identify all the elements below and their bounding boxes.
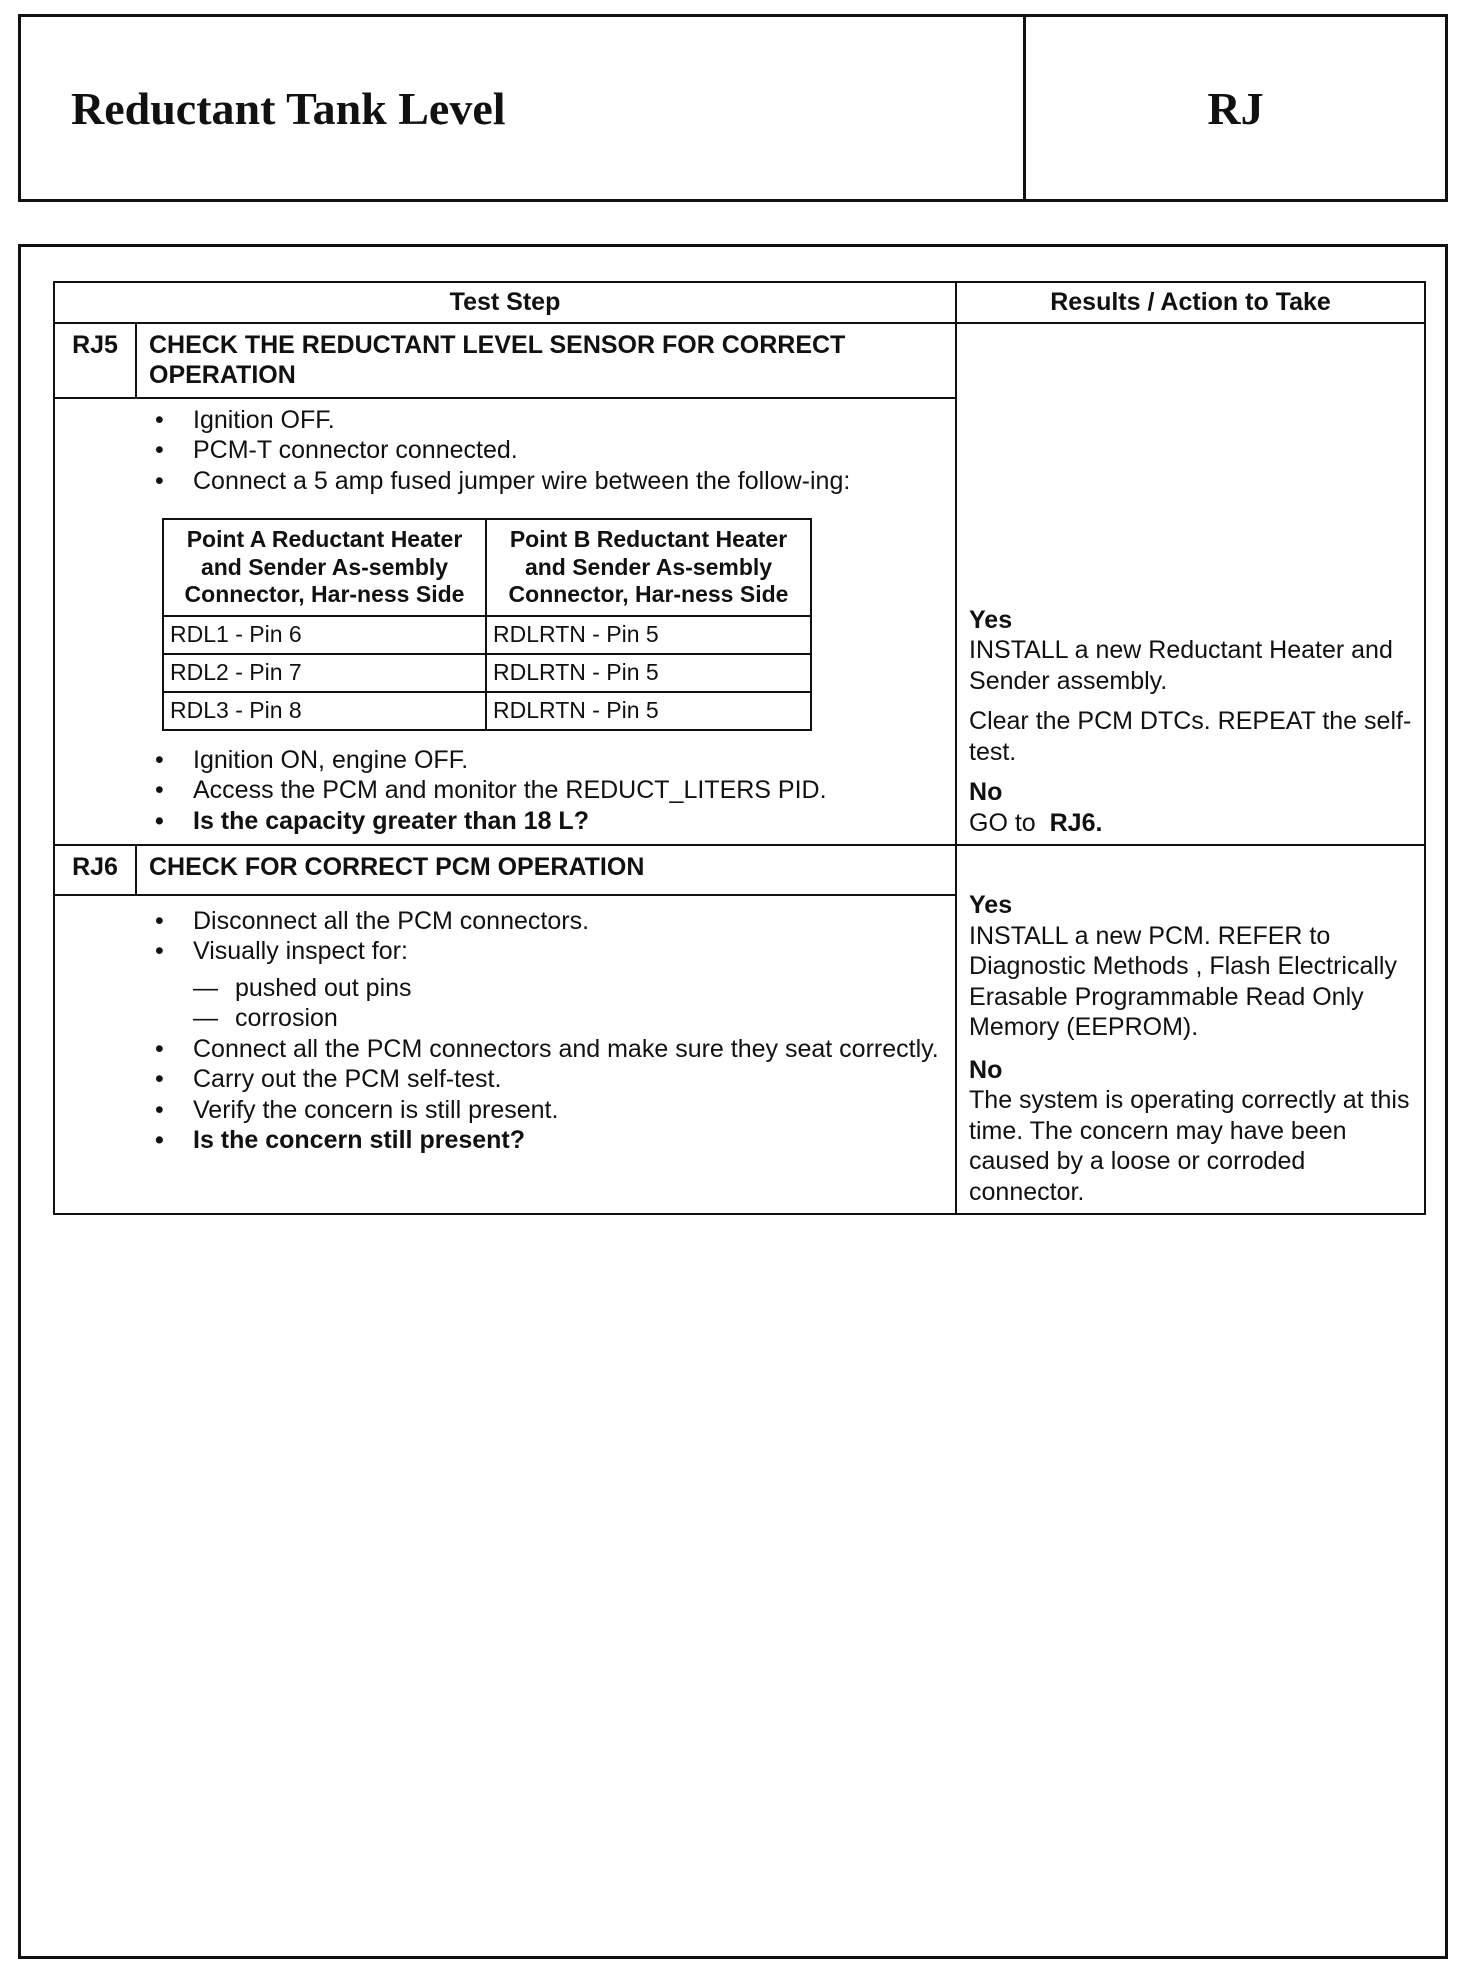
rj6-step-title: CHECK FOR CORRECT PCM OPERATION [136, 845, 956, 894]
rj6-yes-text: INSTALL a new PCM. REFER to Diagnostic Methods , Flash Electrically Erasable Programmable Read Only Memory (EEPROM). [969, 921, 1397, 1042]
list-item-text: Visually inspect for: [193, 937, 408, 966]
rj5-yes-label: Yes [969, 605, 1013, 634]
table-row [163, 616, 811, 654]
rj5-no-label: No [969, 778, 1003, 807]
rj5-result [956, 323, 1425, 846]
list-item: • Connect all the PCM connectors and make sure they seat correctly. [193, 1034, 945, 1065]
list-item: • Access the PCM and monitor the REDUCT_LITERS PID. [193, 775, 945, 806]
pin-table-header [163, 519, 811, 616]
list-item: • Is the capacity greater than 18 L? [193, 806, 945, 837]
table-header-row [54, 282, 1425, 323]
table-row [163, 692, 811, 730]
rj6-title-row [54, 845, 1425, 894]
rj5-title-row [54, 323, 1425, 398]
list-item: • Verify the concern is still present. [193, 1095, 945, 1126]
list-item: — corrosion [193, 1004, 338, 1033]
list-item: • Connect a 5 amp fused jumper wire between the follow-ing: [193, 466, 945, 497]
rj5-steps-after [55, 745, 945, 837]
rj5-no-ref[interactable]: RJ6. [1049, 808, 1103, 837]
list-item: • Ignition OFF. [193, 405, 945, 436]
pin-a-cell: RDL2 - Pin 7 [163, 654, 486, 692]
list-item [193, 936, 945, 1034]
rj6-result [956, 845, 1425, 1214]
table-row [163, 654, 811, 692]
rj6-no-text: The system is operating correctly at this time. The concern may have been caused by a loose or corroded connector. [969, 1086, 1410, 1206]
rj5-no-line [969, 808, 1416, 839]
rj5-yes-text: INSTALL a new Reductant Heater and Sender assembly. [969, 636, 1393, 695]
pin-b-cell: RDLRTN - Pin 5 [486, 692, 811, 730]
list-item: • Is the concern still present? [193, 1125, 945, 1156]
page-title: Reductant Tank Level [21, 17, 1026, 199]
rj6-steps-list [55, 906, 945, 1156]
pin-b-cell: RDLRTN - Pin 5 [486, 616, 811, 654]
list-item: • PCM-T connector connected. [193, 435, 945, 466]
rj6-step-id: RJ6 [54, 845, 136, 894]
point-b-header: Point B Reductant Heater and Sender As-sembly Connector, Har-ness Side [486, 519, 811, 616]
pin-a-cell: RDL1 - Pin 6 [163, 616, 486, 654]
jumper-pin-table [162, 518, 812, 731]
list-item: • Ignition ON, engine OFF. [193, 745, 945, 776]
results-header: Results / Action to Take [956, 282, 1425, 323]
pin-a-cell: RDL3 - Pin 8 [163, 692, 486, 730]
sub-item-text: pushed out pins [235, 973, 412, 1002]
pinpoint-test-table [53, 281, 1426, 1215]
page-header [18, 14, 1448, 202]
content-frame [18, 244, 1448, 1959]
rj5-no-text: GO to [969, 808, 1036, 837]
rj6-no-label: No [969, 1055, 1003, 1084]
list-item: • Carry out the PCM self-test. [193, 1064, 945, 1095]
rj5-steps-before [55, 405, 945, 497]
rj6-yes-label: Yes [969, 891, 1013, 920]
rj5-step-id: RJ5 [54, 323, 136, 398]
test-step-header: Test Step [54, 282, 956, 323]
list-item: — pushed out pins [193, 973, 412, 1002]
rj5-yes-text2: Clear the PCM DTCs. REPEAT the self-test. [969, 707, 1412, 766]
pin-b-cell: RDLRTN - Pin 5 [486, 654, 811, 692]
rj5-steps [54, 398, 956, 846]
point-a-header: Point A Reductant Heater and Sender As-sembly Connector, Har-ness Side [163, 519, 486, 616]
rj6-steps [54, 895, 956, 1215]
section-code: RJ [1207, 82, 1264, 134]
rj5-step-title: CHECK THE REDUCTANT LEVEL SENSOR FOR CORRECT OPERATION [136, 323, 956, 398]
sub-item-text: corrosion [235, 1004, 338, 1033]
inspect-sublist [193, 973, 945, 1034]
list-item: • Disconnect all the PCM connectors. [193, 906, 945, 937]
